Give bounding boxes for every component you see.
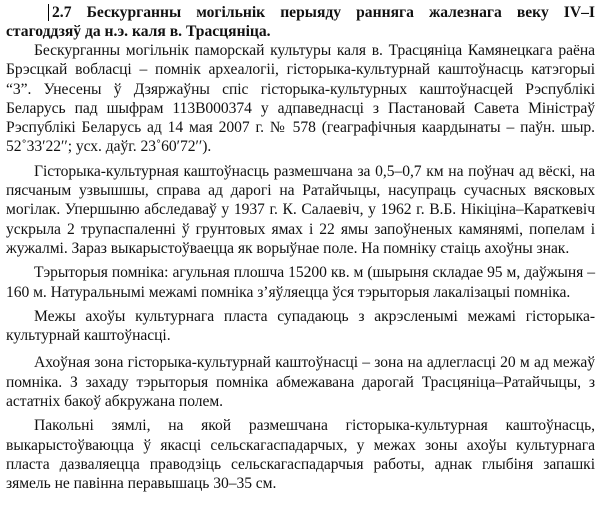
section-heading — [6, 3, 595, 41]
paragraph-5: Ахоўная зона гісторыка-культурнай каштоўнасці – зона на адлегласці 20 м ад межаў помніка. З захаду тэрыторыя помніка абмежавана дарогай Трасцяніца–Ратайчыцы, з астатніх бакоў абкружана полем. — [6, 354, 595, 411]
paragraph-2: Гісторыка-культурная каштоўнасць размешчана за 0,5–0,7 км на поўнач ад вёскі, на пясчаным узвышшы, справа ад дарогі на Ратайчыцы, насупраць сучасных вясковых могілак. Упершыню абследаваў у 1937 г. К. Салаевіч, у 1962 г. В.Б. Нікіціна–Караткевіч ускрыла 2 трупаспаленні ў грунтовых ямах і 22 ямы запоўненых камянямі, попелам і жужалмі. Зараз выкарыстоўваецца як ворыўнае поле. На помніку стаіць ахоўны знак. — [6, 162, 595, 257]
paragraph-4: Межы ахоўы культурнага пласта супадаюць з акрэсленымі межамі гісторыка-культурнай каштоўнасці. — [6, 307, 595, 345]
document-page — [6, 0, 595, 494]
section-number: 2.7 — [52, 4, 72, 21]
text-cursor — [48, 4, 49, 21]
paragraph-6: Пакольні зямлі, на якой размешчана гісторыка-культурная каштоўнасць, выкарыстоўваюцца ў якасці сельскагаспадарчых, у межах зоны ахоўы культурнага пласта дазваляецца праводзіць сельскагаспадарчыя работы, аднак глыбіня запашкі зямель не павінна перавышаць 30–35 см. — [6, 417, 595, 493]
section-title: Бескурганны могільнік перыяду ранняга жалезнага веку IV–I стагоддзяў да н.э. каля в. Трасцяніца. — [6, 4, 595, 40]
paragraph-3: Тэрыторыя помніка: агульная плошча 15200 кв. м (шырыня складае 95 м, даўжыня – 160 м. Натуральнымі межамі помніка з’яўляецца ўся тэрыторыя лакалізацыі помніка. — [6, 264, 595, 301]
paragraph-1: Бескурганны могільнік паморскай культуры каля в. Трасцяніца Камянецкага раёна Брэсцкай вобласці – помнік археалогіі, гісторыка-культурнай каштоўнасць катэгорыі “3”. Унесены ў Дзяржаўны спіс гісторыка-культурных каштоўнасцей Рэспублікі Беларусь пад шыфрам 113В000374 у адпаведнасці з Пастановай Савета Міністраў Рэспублікі Беларусь ад 14 мая 2007 г. № 578 (геаграфічныя каардынаты – паўн. шыр. 52˚33′22′′; усх. даўг. 23˚60′72′′). — [6, 42, 595, 156]
